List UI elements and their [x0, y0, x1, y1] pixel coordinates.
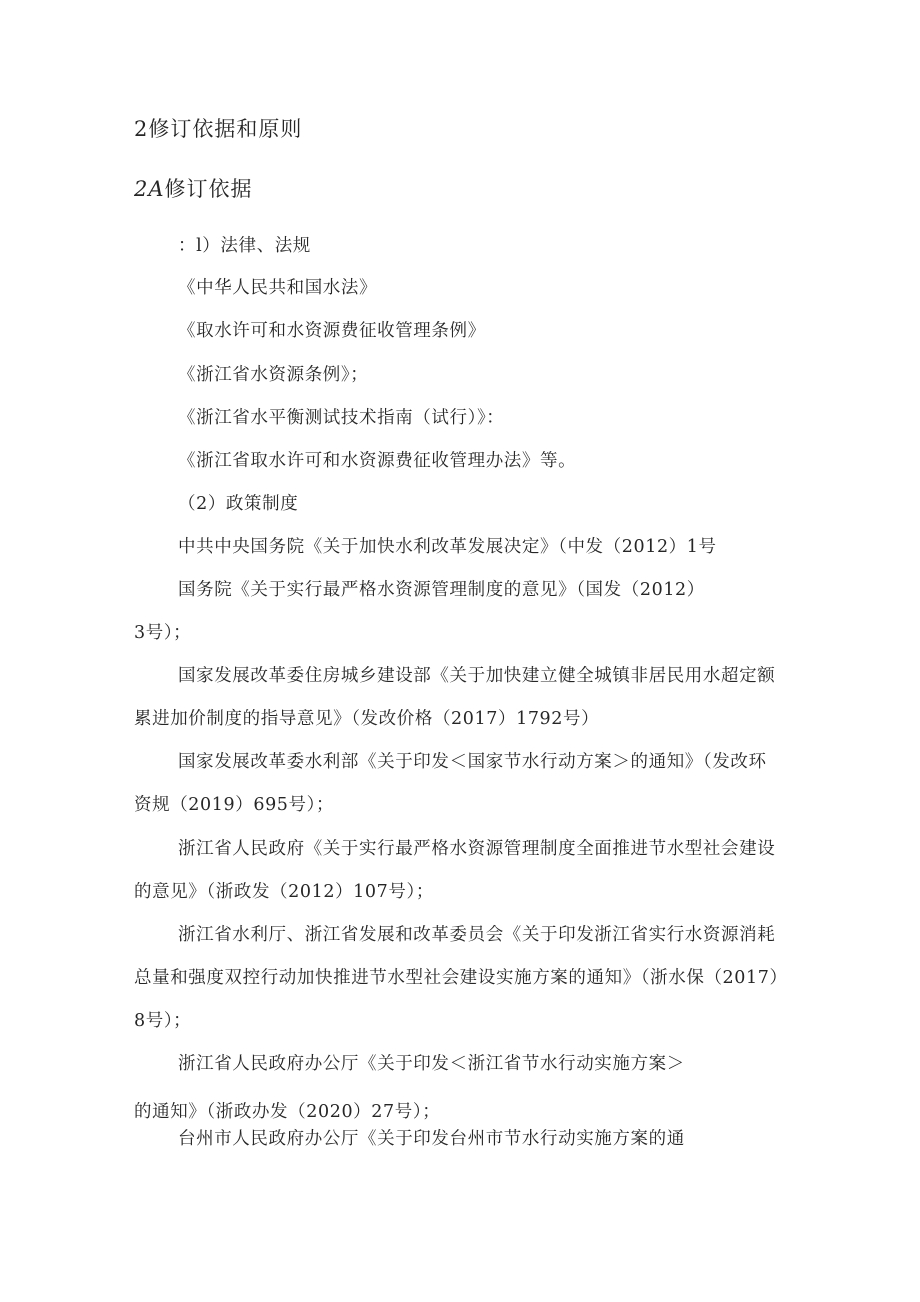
- reference-item: 浙江省人民政府办公厅《关于印发＜浙江省节水行动实施方案＞: [178, 1054, 685, 1074]
- reference-item: 浙江省人民政府《关于实行最严格水资源管理制度全面推进节水型社会建设: [178, 839, 776, 859]
- reference-item: 中共中央国务院《关于加快水利改革发展决定》（中发（2012）1号: [178, 537, 717, 557]
- reference-item-continued: 累进加价制度的指导意见》（发改价格（2017）1792号）: [134, 709, 600, 729]
- reference-item-continued: 的意见》（浙政发（2012）107号）；: [134, 882, 434, 902]
- reference-item: 国家发展改革委住房城乡建设部《关于加快建立健全城镇非居民用水超定额: [178, 666, 776, 686]
- reference-item: 浙江省水利厅、浙江省发展和改革委员会《关于印发浙江省实行水资源消耗: [178, 925, 776, 945]
- section-heading: 2修订依据和原则: [134, 117, 303, 141]
- reference-item-continued: 8号）；: [134, 1011, 192, 1031]
- category-policy: （2）政策制度: [178, 494, 299, 514]
- reference-item: 《浙江省取水许可和水资源费征收管理办法》等。: [178, 451, 577, 471]
- subsection-title: 修订依据: [164, 177, 253, 201]
- reference-item: 《浙江省水资源条例》；: [178, 365, 369, 385]
- subsection-heading: [134, 178, 253, 200]
- reference-item: 国家发展改革委水利部《关于印发＜国家节水行动方案＞的通知》（发改环: [178, 752, 767, 772]
- reference-item: 国务院《关于实行最严格水资源管理制度的意见》（国发（2012）: [178, 580, 705, 600]
- reference-item: 《浙江省水平衡测试技术指南（试行）》：: [178, 408, 505, 428]
- reference-item: 台州市人民政府办公厅《关于印发台州市节水行动实施方案的通: [178, 1129, 685, 1149]
- reference-item-continued: 总量和强度双控行动加快推进节水型社会建设实施方案的通知》（浙水保（2017）: [134, 968, 788, 988]
- reference-item-continued: 资规（2019）695号）；: [134, 795, 335, 815]
- reference-item: 《中华人民共和国水法》: [178, 278, 378, 298]
- reference-item-continued: 3号）；: [134, 623, 192, 643]
- category-laws: ：l）法律、法规: [178, 236, 311, 256]
- subsection-number: 2A: [134, 177, 165, 201]
- reference-item-continued: 的通知》（浙政办发（2020）27号）；: [134, 1102, 441, 1122]
- reference-item: 《取水许可和水资源费征收管理条例》: [178, 321, 486, 341]
